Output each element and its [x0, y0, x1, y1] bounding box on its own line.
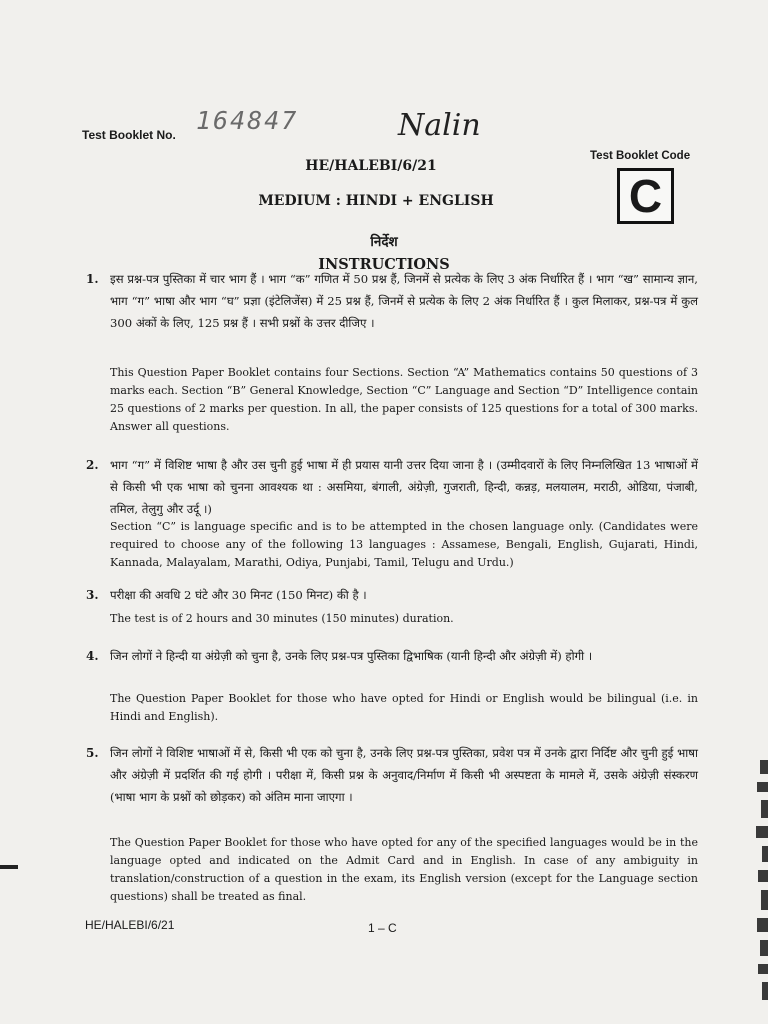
instruction-english: The Question Paper Booklet for those who have opted for Hindi or English would be bilingual (i.e. in Hindi and English). — [110, 692, 698, 723]
instruction-english: This Question Paper Booklet contains four Sections. Section “A” Mathematics contains 50 questions of 3 marks each. Section “B” General Knowledge, Section “C” Language and Section “D” Intelligence contain 25 questions of 2 marks per question. In all, the paper consists of 125 questions for a total of 300 marks. Answer all questions. — [110, 366, 698, 433]
instruction-hindi: इस प्रश्न-पत्र पुस्तिका में चार भाग हैं । भाग “क” गणित में 50 प्रश्न हैं, जिनमें से प्रत्येक के लिए 3 अंक निर्धारित हैं । भाग “ख” सामान्य ज्ञान, भाग “ग” भाषा और भाग “घ” प्रज्ञा (इंटेलिजेंस) में 25 प्रश्न हैं, जिनमें से प्रत्येक के लिए 2 अंक निर्धारित हैं । कुल मिलाकर, प्रश्न-पत्र में कुल 300 अंकों के लिए, 125 प्रश्न हैं । सभी प्रश्नों के उत्तर दीजिए । — [110, 272, 698, 330]
booklet-code-box: C — [617, 168, 674, 224]
booklet-code-label: Test Booklet Code — [590, 150, 691, 162]
paper-code: HE/HALEBI/6/21 — [305, 158, 437, 174]
scan-edge-shadow — [752, 760, 768, 1020]
instructions-title-hindi: निर्देश — [370, 234, 398, 250]
scan-edge-mark — [0, 865, 18, 869]
footer-paper-code: HE/HALEBI/6/21 — [85, 918, 175, 932]
booklet-number-label: Test Booklet No. — [82, 128, 176, 142]
instruction-english: The Question Paper Booklet for those who have opted for any of the specified languages would be in the language opted and indicated on the Admit Card and in English. In case of any ambiguity in translation/construction of a question in the exam, its English version (except for the Language section questions) shall be treated as final. — [110, 836, 698, 903]
instruction-english: The test is of 2 hours and 30 minutes (150 minutes) duration. — [110, 612, 454, 625]
instruction-english: Section “C” is language specific and is to be attempted in the chosen language only. (Candidates were required to choose any of the following 13 languages : Assamese, Bengali, English, Gujarati, Hindi, Kannada, Malayalam, Marathi, Odiya, Punjabi, Tamil, Telugu and Urdu.) — [110, 520, 698, 569]
instructions-title-english: INSTRUCTIONS — [318, 256, 450, 273]
footer-page-number: 1 – C — [368, 921, 397, 935]
instruction-hindi: परीक्षा की अवधि 2 घंटे और 30 मिनट (150 मिनट) की है । — [110, 588, 367, 602]
medium-heading: MEDIUM : HINDI + ENGLISH — [258, 193, 494, 209]
instruction-hindi: जिन लोगों ने विशिष्ट भाषाओं में से, किसी भी एक को चुना है, उनके लिए प्रश्न-पत्र पुस्तिका, प्रवेश पत्र में उनके द्वारा निर्दिष्ट और चुनी हुई भाषा और अंग्रेज़ी में प्रदर्शित की गई होगी । परीक्षा में, किसी प्रश्न के अनुवाद/निर्माण में किसी भी अस्पष्टता के मामले में, उसके अंग्रेज़ी संस्करण (भाषा भाग के प्रश्नों को छोड़कर) को अंतिम माना जाएगा । — [110, 746, 698, 804]
instruction-number: 2. — [86, 458, 99, 472]
instruction-number: 5. — [86, 746, 99, 760]
instruction-number: 1. — [86, 272, 99, 286]
handwritten-signature: Nalin — [398, 108, 481, 143]
instruction-number: 3. — [86, 588, 99, 602]
instruction-hindi: भाग “ग” में विशिष्ट भाषा है और उस चुनी हुई भाषा में ही प्रयास यानी उत्तर दिया जाना है । (उम्मीदवारों के लिए निम्नलिखित 13 भाषाओं में से किसी भी एक भाषा को चुनना आवश्यक था : असमिया, बंगाली, अंग्रेज़ी, गुजराती, हिन्दी, कन्नड़, मलयालम, मराठी, ओडिया, पंजाबी, तमिल, तेलुगु और उर्दू ।) — [110, 458, 698, 516]
instruction-number: 4. — [86, 649, 99, 663]
instruction-hindi: जिन लोगों ने हिन्दी या अंग्रेज़ी को चुना है, उनके लिए प्रश्न-पत्र पुस्तिका द्विभाषिक (यानी हिन्दी और अंग्रेज़ी में) होगी । — [110, 649, 593, 663]
booklet-number-value: 164847 — [196, 106, 299, 135]
